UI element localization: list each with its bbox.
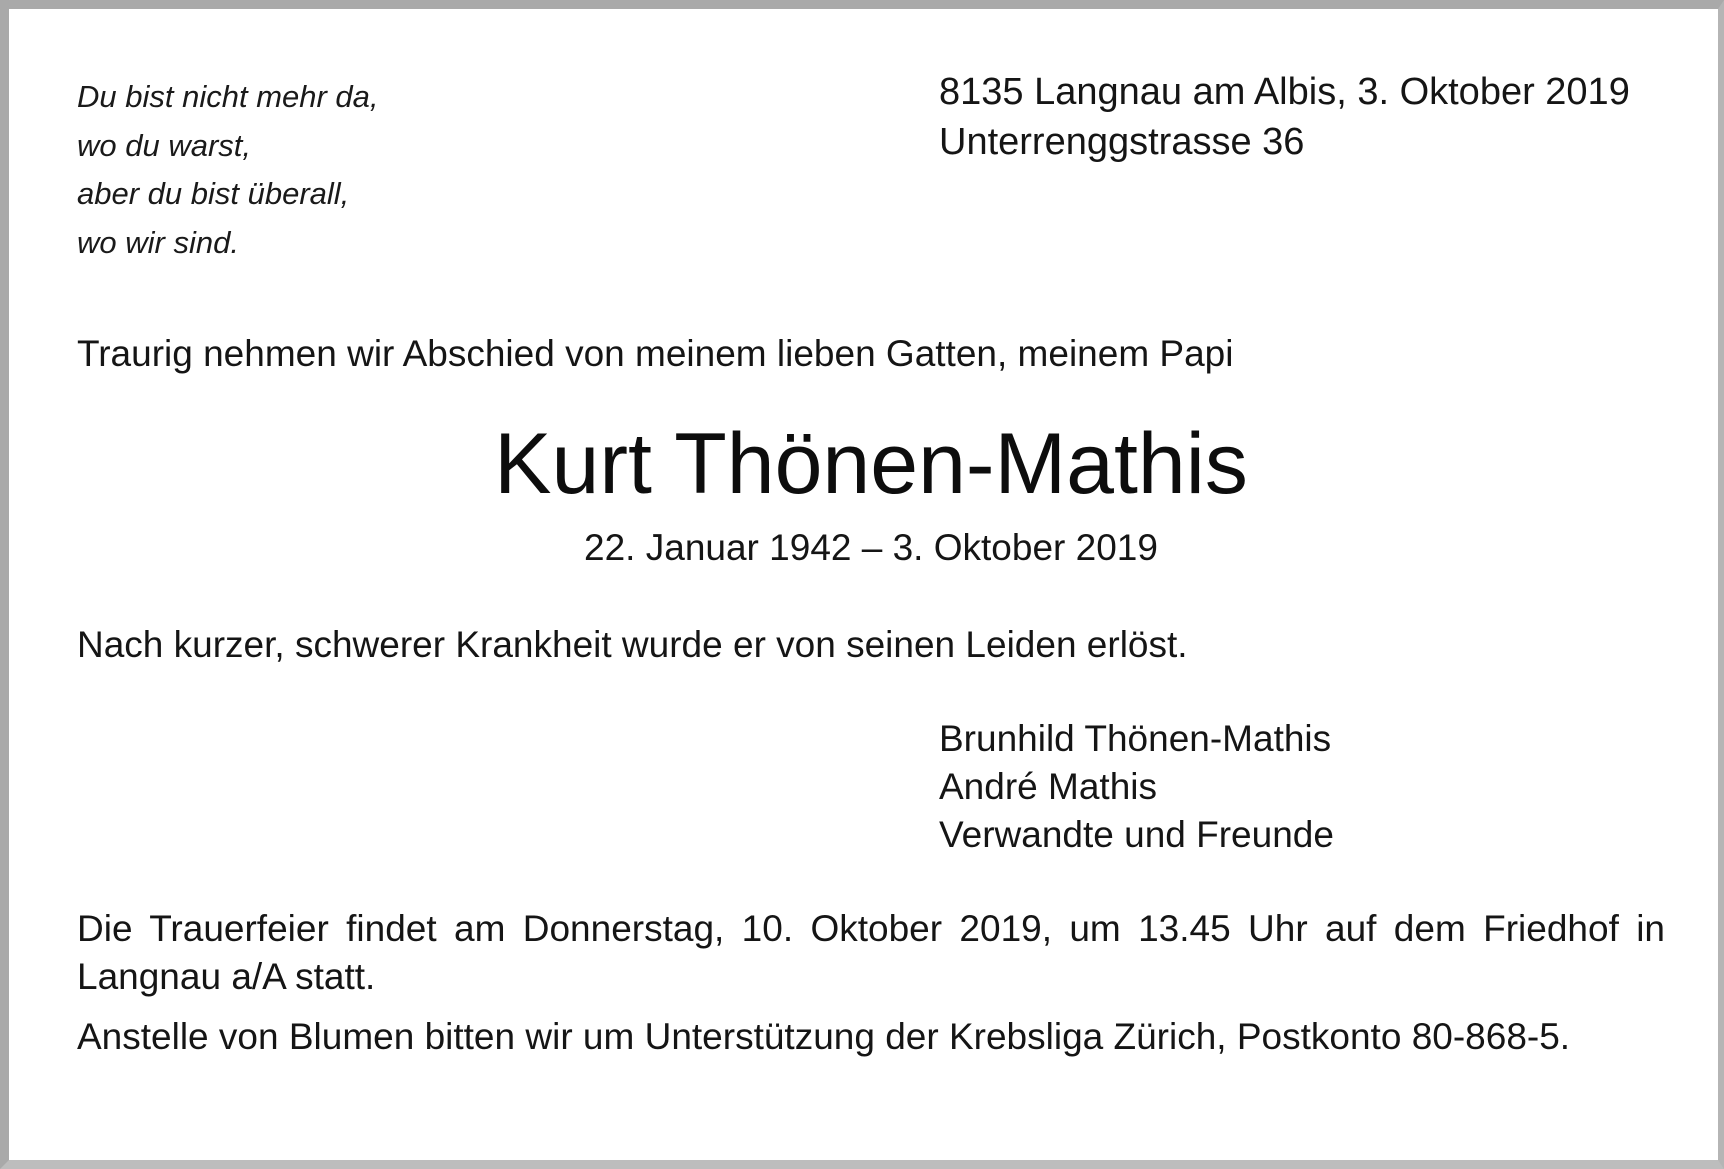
mourner-name: Brunhild Thönen-Mathis <box>939 718 1332 759</box>
mourner-name: André Mathis <box>939 766 1157 807</box>
sender-address <box>939 67 1630 167</box>
life-dates: 22. Januar 1942 – 3. Oktober 2019 <box>584 527 1158 568</box>
place-date: 8135 Langnau am Albis, 3. Oktober 2019 <box>939 71 1630 113</box>
statement-text: Nach kurzer, schwerer Krankheit wurde er von seinen Leiden erlöst. <box>77 624 1188 665</box>
mourner-name: Verwandte und Freunde <box>939 814 1334 855</box>
street-address: Unterrenggstrasse 36 <box>939 121 1305 163</box>
donation-info: Anstelle von Blumen bitten wir um Unterstützung der Krebsliga Zürich, Postkonto 80-868-5. <box>77 1016 1571 1057</box>
mourners-list <box>939 715 1334 859</box>
service-info: Die Trauerfeier findet am Donnerstag, 10. Oktober 2019, um 13.45 Uhr auf dem Friedhof in Langnau a/A statt. <box>77 908 1665 997</box>
poem-line: wo wir sind. <box>77 224 239 260</box>
poem-line: Du bist nicht mehr da, <box>77 79 379 114</box>
intro-text: Traurig nehmen wir Abschied von meinem lieben Gatten, meinem Papi <box>77 333 1234 374</box>
poem-line: wo du warst, <box>77 127 252 163</box>
poem <box>77 73 379 267</box>
deceased-name: Kurt Thönen-Mathis <box>494 416 1248 512</box>
poem-line: aber du bist überall, <box>77 176 350 211</box>
